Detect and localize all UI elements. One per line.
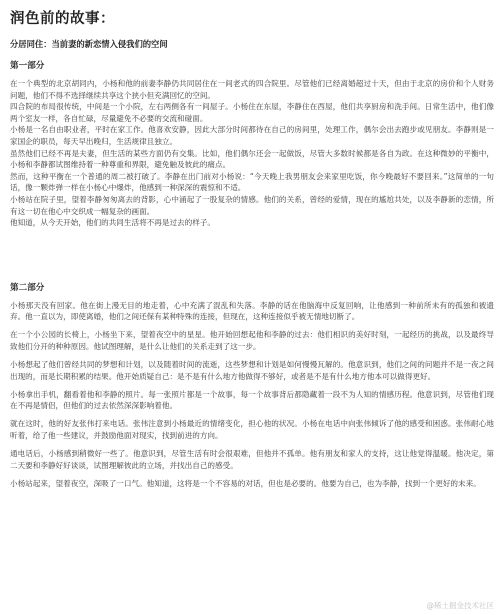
paragraph: 然而，这种平衡在一个普通的周二被打破了。李静在出门前对小杨说：“今天晚上我男朋友会来家里吃饭，你今晚最好不要回来。”这简单的一句话，像一颗炸弹一样在小杨心中爆炸，他感到一种深深的震惊和不适。 — [10, 171, 494, 193]
paragraph: 虽然他们已经不再是夫妻，但生活的某些方面仍有交集。比如，他们偶尔还会一起做饭，尽管大多数时候都是各自为政。在这种微妙的平衡中，小杨和李静都试图维持着一种尊重和界限，避免触及彼此的痛点。 — [10, 148, 494, 170]
paragraph: 小杨站在院子里，望着李静匆匆离去的背影，心中涌起了一股复杂的情感。他们的关系，曾经的爱情，现在的尴尬共处，以及李静新的恋情，所有这一切在他心中交织成一幅复杂的画面。 — [10, 194, 494, 216]
section-spacer — [8, 229, 494, 273]
watermark-text: @稀土掘金技术社区 — [426, 601, 494, 610]
section-heading: 第一部分 — [10, 61, 45, 71]
paragraph: 小杨站起来，望着夜空，深吸了一口气。他知道，这将是一个不容易的对话，但也是必要的。他要为自己，也为李静，找到一个更好的未来。 — [10, 478, 481, 488]
paragraph: 在一个小公园的长椅上，小杨坐下来，望着夜空中的星星。他开始回想起他和李静的过去：他们相识的美好时刻，一起经历的挑战，以及最终导致他们分开的种种原因。他试图理解，是什么让他们的关系走到了这一步。 — [10, 330, 494, 351]
story-subtitle: 分居同住：当前妻的新恋情入侵我们的空间 — [10, 39, 168, 49]
paragraph: 通电话后，小杨感到稍微好一些了。他意识到，尽管生活有时会很艰难，但他并不孤单。他有朋友和家人的支持，这让他觉得温暖。他决定，第二天要和李静好好谈谈，试图理解彼此的立场，并找出自己的感受。 — [10, 449, 494, 470]
paragraph: 小杨是一名自由职业者，平时在家工作。他喜欢安静，因此大部分时间都待在自己的房间里，处理工作，偶尔会出去跑步或见朋友。李静则是一家国企的职员，每天早出晚归，生活规律且独立。 — [10, 125, 494, 146]
paragraph: 小杨拿出手机，翻看着他和李静的照片。每一张照片都是一个故事，每一个故事背后都隐藏着一段不为人知的情感历程。他意识到，尽管他们现在不再是情侣，但他们的过去依然深深影响着他。 — [10, 389, 494, 411]
paragraph: 就在这时，他的好友张伟打来电话。张伟注意到小杨最近的情绪变化，担心他的状况。小杨在电话中向张伟倾诉了他的感受和困惑。张伟耐心地听着，给了他一些建议，并鼓励他面对现实，找到前进的方向。 — [10, 419, 494, 441]
section-part-1 — [10, 60, 494, 229]
paragraph: 在一个典型的北京胡同内，小杨和他的前妻李静仍共同居住在一间老式的四合院里。尽管他们已经离婚超过十天，但由于北京的房价和个人财务问题，他们不得不选择继续共享这个狭小但充满回忆的空间。 — [10, 79, 494, 100]
paragraph: 小杨那天没有回家。他在街上漫无目的地走着，心中充满了混乱和失落。李静的话在他脑海中反复回响，让他感到一种前所未有的孤独和被遗弃。他一直以为，即使离婚，他们之间还保有某种特殊的连接，但现在，这种连接似乎被无情地切断了。 — [10, 300, 494, 322]
paragraph: 小杨想起了他们曾经共同的梦想和计划，以及随着时间的流逝，这些梦想和计划是如何慢慢瓦解的。他意识到，他们之间的问题并不是一夜之间出现的，而是长期积累的结果。他开始质疑自己：是不是有什么地方他做得不够好，或者是不是有什么地方他本可以做得更好。 — [10, 360, 494, 381]
paragraph: 他知道，从今天开始，他们的共同生活将不再是过去的样子。 — [10, 218, 216, 228]
page-title: 润色前的故事： — [10, 11, 115, 27]
section-heading: 第二部分 — [10, 282, 45, 293]
document — [8, 4, 494, 496]
paragraph: 四合院的布局很传统，中间是一个小院，左右两侧各有一间屋子。小杨住在东屋，李静住在西屋，他们共享厨房和洗手间。日常生活中，他们像两个室友一样，各自忙碌，尽量避免不必要的交流和碰面。 — [10, 102, 494, 123]
section-part-2 — [10, 282, 494, 490]
